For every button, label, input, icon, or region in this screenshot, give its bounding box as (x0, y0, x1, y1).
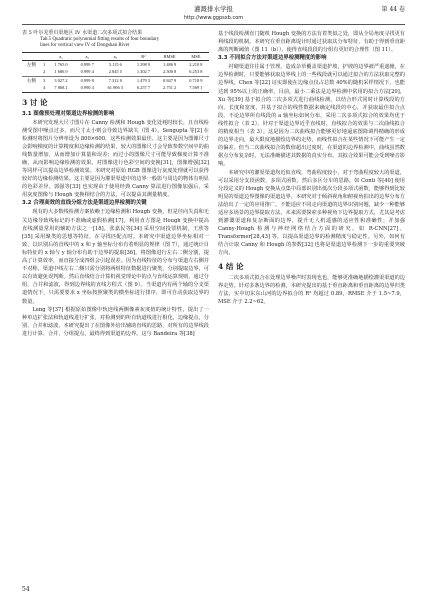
a3-cell: 2.845 5 (100, 68, 130, 76)
mse-cell: 7.569 1 (189, 85, 203, 91)
paragraph: 衬砌渠道往往属于管理，造成杂草覆盖渠道护坡，护坡的边界被严重遮掩，在边界检测时，只要能够获取边界线上的一些线段就可以通过拟合的方法获取完整的边界线。Chen 等[22] 证实即使在边缘点仅占总数 40%的随机采样情况下，也能达到 95%以上的正确率。目前，最小二乘法是边界检测中常用的拟合方法[20]，Xu 等[39] 基于拟合的二次多项式进行曲线检测，以结合形式同时计算线段的方向、长度和宽度，并基于拟合的线性数据来确定线段的中心，并获取最佳拟合点段。不论边界所有线段的 a 轴坐标如何分布，采用二次多项式拟合的效果均优于线性拟合（表 2）。针对于渠道边界近乎直线时，直线拟合的效果与二次曲线拟合的精度相当（表 3）。这是因为二次曲线拟合能够更好地逼底图降调得精确的形成的边界走向，最大限度地描绘边界的走势，而线性拟合在某些情况下可能产生一定的偏差。但当二次曲线拟合的数值超出过度时，在渠道的边界检测中，曲线虽然数据点分布复杂时，无法准确描述其数据的真实分布，其拟合效果可能会受到噪音影响。 (218, 64, 405, 168)
a3-cell: 7.312 0 (108, 77, 122, 83)
paragraph: 现有的大多数线检测方案依赖于边缘检测和 Hough 变换，但是径向失真和无关边缘导致线标记的不准确或虚假检测[17]。利用直方图是 Hough 变换中提高直线测量常用的辅助方法之一[18]。张嘉民等[34] 采用空间投票机制，王欣等[35] 采用聚类的思想等特征，在寻找匹配点时。本研究中渠道边界坐标相对一致，以识别后的直线中的 x 和 y 轴坐标分布有着明显的规律（图 7），通过统计目标特征的 x 轴与 y 轴分布有助于边界的提取[36]。将图像进行左右二侧分割，提高了计算效率，而直接分成四组会引起误差。因为直线特征的分布与渠道左右侧并不对称，渠道中线左右二侧只需分别将两组特征数据进行聚类，分别提取边界，可以有效避免误判断。然后直线结合计算机视觉理论中的点与直线运算规则，通过分组、合并和滤波，得到边界线的直线方程式（图 9）。当渠道内有两个轴的分支渠道情况下，只需要要求 x 坐标按照聚类的横坐标进行排序，即可自动获取边界的数量。 (22, 209, 209, 305)
table-header-cell: a₁ (59, 53, 63, 59)
page-header (22, 5, 405, 21)
paragraph: 基于线段检测直门随机 Hough 变换的方法有着类似之处，即从全局角度寻找更有利线段的机制。本研究在垂直距离堤计时通过获取其分布特征，有助于得到垂直距离的判断阈值（图 11（b）），使得直线段段的分组有更好的合理性（图 11）。 (218, 31, 405, 54)
group-cell: 左侧 (26, 61, 36, 67)
r2-cell: 1.398 9 (136, 61, 150, 67)
paragraph: Leng 等[37] 根据原始图像中轨迹线两侧像素灰度值的统计特性，提出了一种单边扩张法和轨道线进行扩张，对检测到的所有轨道线进行相化，边缘提点，分别、合并和滤波。本研究提出了在图像外给出辅助直线的思路，对所有的边界线段进行计算、合并、分组提点，最终得到渠道的边界。这与 Bandeira 等[38] (22, 306, 209, 337)
journal-title: 灌溉排水学报 (194, 5, 233, 13)
table-header-row (22, 52, 209, 60)
a2-cell: 0.999 8 (80, 77, 94, 83)
table-header-cell: RMSE (163, 53, 176, 59)
left-column (22, 30, 209, 338)
a1-cell: 3 027.2 (54, 77, 68, 83)
subsection-heading-3-3: 3.3 不同拟合方法对渠道边界检测精度的影响 (218, 55, 327, 62)
table-row (22, 84, 209, 92)
r2-cell: 1.302 7 (130, 68, 156, 76)
r2-cell: 6.257 7 (136, 85, 150, 91)
a3-cell: 61.906 3 (107, 85, 123, 91)
line-cell: 4 (43, 85, 46, 91)
header-rule (22, 24, 405, 25)
rmse-cell: 1.486 9 (163, 61, 177, 67)
paragraph: 二次多项式拟合在处理边界噪声时表现也也，能够更准确地描绘灌渠渠道的边界走势。针对多条边界的检测，本研究提出的基于垂直距离和垂直距离的边界归类方法，实中切东东山河的边界拟合的 R² 均超过 0.89，RMSE 介于 1.5~7.9，MSE 介于 2.2~62。 (218, 274, 405, 305)
table-header-cell (22, 52, 41, 60)
group-cell (22, 68, 41, 76)
mse-cell: 0.718 9 (189, 77, 203, 83)
line-cell: 1 (43, 61, 46, 67)
subsection-heading-3-2: 3.2 合理高效的直线分组方法是渠道边界检测的关键 (22, 200, 147, 207)
group-cell (22, 84, 41, 92)
table-header-cell: a₂ (85, 53, 89, 59)
table-row (22, 76, 209, 84)
table-header-cell: a₃ (113, 53, 118, 59)
table-row (22, 60, 209, 68)
line-cell: 3 (43, 77, 46, 83)
a1-cell: 7 868.1 (54, 85, 68, 91)
volume-label: 第 44 卷 (381, 6, 405, 13)
a1-cell: 1 765.0 (54, 61, 68, 67)
a1-cell: 1 686.9 (48, 68, 74, 76)
mse-cell: 6.253 8 (183, 68, 209, 76)
mse-cell: 2.210 8 (189, 61, 203, 67)
journal-url: http://www.ggpsxb.com (183, 15, 244, 21)
a2-cell: 0.999 7 (80, 61, 94, 67)
line-cell: 2 (41, 68, 48, 76)
table-caption-cn: 表 5 叶尔羌垂川渠地区 IV 水渠道二次多项式拟合结果 (22, 30, 143, 36)
a2-cell: 0.999 4 (74, 68, 100, 76)
paragraph: 本研究发现大尺寸图片在 Canny 检测和 Hough 变化处耗时较长，且直线检测受图中噪点过多，而尺寸太小则会导致边界缺失（图 4）。Sengupta 等[2] 在检测时将图片分辨率设为 800×600，这些检测效果最佳。这主要是因为图像尺寸会影响梯度的计算精度和边缘检测的结果，较大的图像尺寸会导致参数空间中的曲线数量增加，从而增加计算量和误差；而过小的图像尺寸可能导致梯度计算不准确，从而影响边缘检测的效果。对图像进行色彩空间的变换[31]，图像增强[32] 等同样可以提高边界检测效果。本研究对原始 RGB 图像进行灰度处理就可以获得较好的边缘检测结果。这主要是因为灌渠渠道中的边界一般影与周边的物体有明显的色彩差异。郭强等[33] 也实现由于使用经典 Canny 算法进行图像加强后，采用灰度图像与 Hough 变换相结合的方法，可以提高其测量精度。 (22, 119, 209, 199)
paragraph: 本研究中的灌渠渠道均近似直线，弯曲程度较小，对于弯曲程度较大的渠道，可以采用分支段函数、多项式函数、然后多区分车的思路。如 Conti 等[40] 使用分段定义的 Hough 变换从点集中局部识别出低次分段多项式函数，能够得到比较明显的渠道边界图像的渠道边界。本研究对于倾斜视角和俯视角拍出的边界分布方法给出了一定的应用推广。不能适应不同走向渠道的边界识别问题，缺少一种能够适应多场景的边界提取方法。未来需要探索多种视角下边界提取方式，尤其是考虑到灌溉渠道和复杂断面的边界，提升无人机遥感的适应性和准确性；并加强 Canny-Hough 检测与神经网络结合方面的研究。如 R-CNN[27]、Transformer[28,43] 等，以提高渠道边界的检测精度与稳定性。另外，如何有结合计取 Canny 和 Hough 的参数[32] 也将是渠道边界检测下一步的重要突破方向。 (218, 169, 405, 257)
group-cell: 右侧 (26, 77, 36, 83)
section-heading-conclusion: 4 结 论 (218, 261, 244, 271)
table-caption-en-2: lines for vertical view IV of Dongshan River (40, 43, 130, 48)
table-header-cell: R² (141, 53, 146, 59)
rmse-cell: 2.500 8 (157, 68, 183, 76)
table-header-cell: MSE (191, 53, 201, 59)
page-number: 54 (22, 586, 30, 593)
a3-cell: 3.115 6 (108, 61, 122, 67)
right-column (218, 30, 405, 306)
rmse-cell: 0.847 9 (163, 77, 177, 83)
table-caption-en-1: Tab.5 Quadratic polynomial fitting results of four boundary (40, 36, 160, 42)
subsection-heading-3-1: 3.1 图像预处理对渠道边界检测的影响 (22, 110, 115, 117)
table-header-cell (41, 52, 48, 60)
rmse-cell: 2.751 2 (163, 85, 177, 91)
section-heading-discussion: 3 讨 论 (22, 97, 48, 107)
r2-cell: 1.479 3 (136, 77, 150, 83)
fitting-results-table (22, 52, 209, 93)
table-row (22, 68, 209, 76)
a2-cell: 0.990 4 (80, 85, 94, 91)
